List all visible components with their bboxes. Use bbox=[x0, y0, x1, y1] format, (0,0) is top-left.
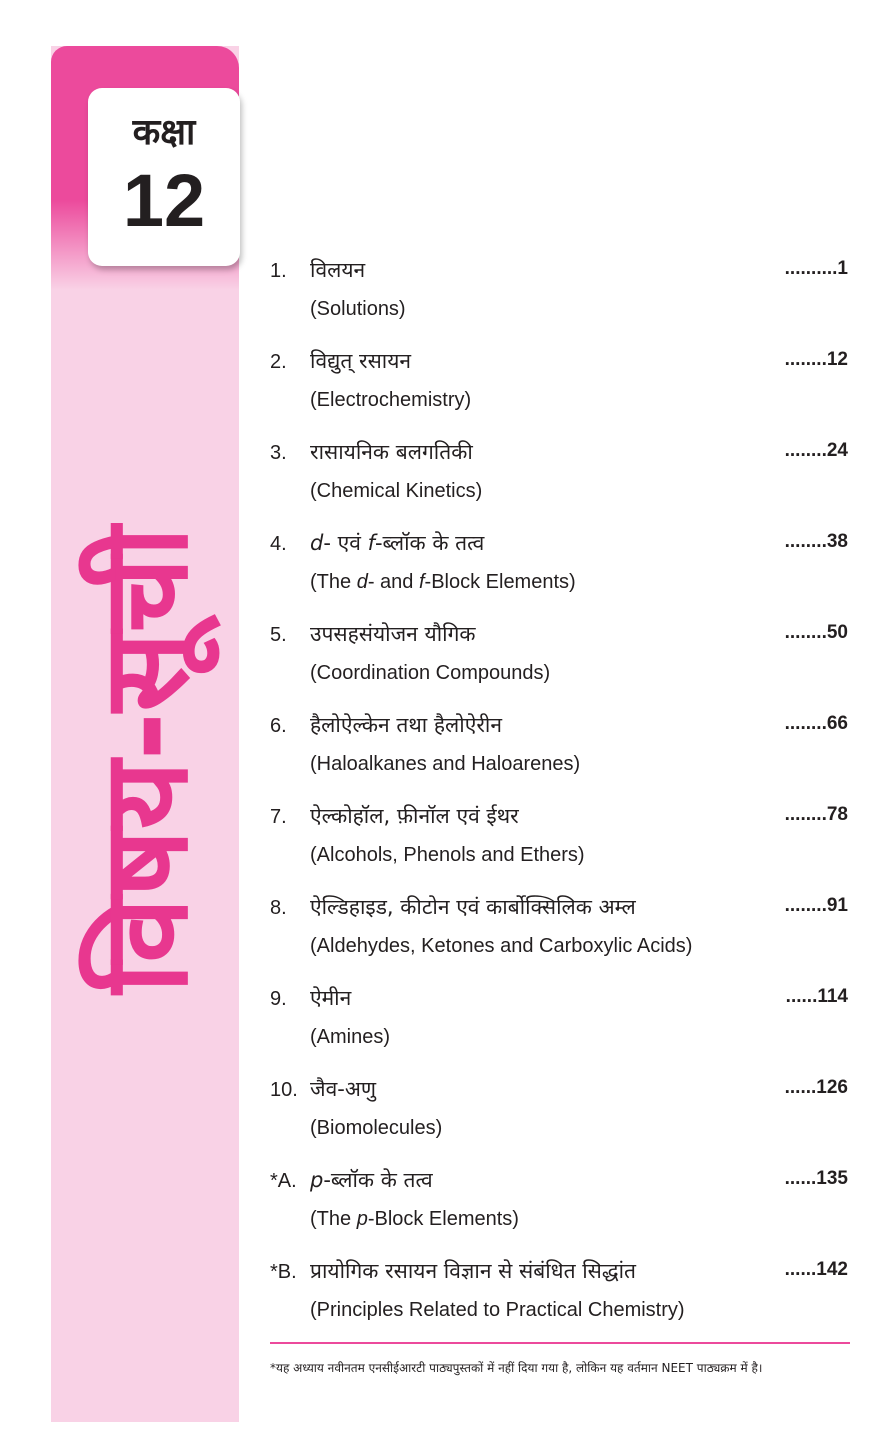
toc-title-hindi: विलयन bbox=[310, 258, 366, 282]
toc-number: 8. bbox=[270, 897, 287, 919]
toc-title-english: (Haloalkanes and Haloarenes) bbox=[310, 753, 581, 775]
toc-title-english: (Aldehydes, Ketones and Carboxylic Acids) bbox=[310, 935, 693, 957]
toc-page-number: ........91 bbox=[784, 895, 848, 916]
class-label: कक्षा bbox=[132, 112, 196, 153]
toc-page-number: ..........1 bbox=[784, 258, 848, 279]
toc-item bbox=[270, 709, 850, 800]
toc-title-hindi: ऐमीन bbox=[310, 986, 352, 1010]
toc-title-english: (Electrochemistry) bbox=[310, 389, 472, 411]
toc-page-number: ......126 bbox=[784, 1077, 848, 1098]
toc-title-english: (Chemical Kinetics) bbox=[310, 480, 483, 502]
toc-number: 2. bbox=[270, 351, 287, 373]
toc-title-hindi: रासायनिक बलगतिकी bbox=[310, 440, 473, 464]
toc-number: *A. bbox=[270, 1170, 297, 1192]
footnote: *यह अध्याय नवीनतम एनसीईआरटी पाठ्यपुस्तकों में नहीं दिया गया है, लोकिन यह वर्तमान NEET पाठ्यक्रम में है। bbox=[270, 1361, 763, 1375]
toc-title-english: (Solutions) bbox=[310, 298, 406, 320]
toc-title-english: (Alcohols, Phenols and Ethers) bbox=[310, 844, 585, 866]
toc-item bbox=[270, 618, 850, 709]
toc-page-number: ......135 bbox=[784, 1168, 848, 1189]
toc-item bbox=[270, 436, 850, 527]
toc-page-number: ........50 bbox=[784, 622, 848, 643]
toc-title-hindi: जैव-अणु bbox=[310, 1077, 377, 1101]
toc-item bbox=[270, 1255, 850, 1346]
toc-page-number: ......114 bbox=[785, 986, 848, 1007]
toc-item bbox=[270, 982, 850, 1073]
footnote-divider bbox=[270, 1342, 850, 1344]
toc-page-number: ........66 bbox=[784, 713, 848, 734]
toc-title-hindi: प्रायोगिक रसायन विज्ञान से संबंधित सिद्धांत bbox=[310, 1259, 637, 1283]
toc-title-english: (The d- and f-Block Elements) bbox=[310, 571, 576, 593]
class-number: 12 bbox=[122, 159, 206, 242]
toc-number: 9. bbox=[270, 988, 287, 1010]
toc-item bbox=[270, 1164, 850, 1255]
toc-title-hindi: p-ब्लॉक के तत्व bbox=[310, 1168, 433, 1192]
toc-title-english: (Principles Related to Practical Chemistry) bbox=[310, 1299, 685, 1321]
toc-title-hindi: d- एवं f-ब्लॉक के तत्व bbox=[310, 531, 485, 555]
toc-item bbox=[270, 254, 850, 345]
toc-title-english: (The p-Block Elements) bbox=[310, 1208, 519, 1230]
class-badge bbox=[88, 88, 240, 266]
toc-title-hindi: हैलोऐल्केन तथा हैलोऐरीन bbox=[310, 713, 502, 737]
toc-page-number: ........38 bbox=[784, 531, 848, 552]
toc-page-number: ........12 bbox=[784, 349, 848, 370]
toc-item bbox=[270, 891, 850, 982]
toc-title-english: (Amines) bbox=[310, 1026, 391, 1048]
toc-page-number: ........24 bbox=[784, 440, 848, 461]
toc-item bbox=[270, 527, 850, 618]
toc-item bbox=[270, 800, 850, 891]
toc-item bbox=[270, 345, 850, 436]
toc-page-number: ......142 bbox=[784, 1259, 848, 1280]
toc-number: 7. bbox=[270, 806, 287, 828]
table-of-contents bbox=[270, 254, 850, 1346]
toc-page-number: ........78 bbox=[784, 804, 848, 825]
toc-number: 10. bbox=[270, 1079, 298, 1101]
toc-item bbox=[270, 1073, 850, 1164]
toc-title-hindi: विद्युत् रसायन bbox=[310, 349, 412, 373]
toc-title-english: (Coordination Compounds) bbox=[310, 662, 551, 684]
toc-title-hindi: ऐल्कोहॉल, फ़ीनॉल एवं ईथर bbox=[310, 804, 519, 828]
toc-number: 4. bbox=[270, 533, 287, 555]
toc-number: 6. bbox=[270, 715, 287, 737]
page-title: विषय-सूची bbox=[76, 526, 214, 994]
toc-title-hindi: ऐल्डिहाइड, कीटोन एवं कार्बोक्सिलिक अम्ल bbox=[310, 895, 636, 919]
toc-title-hindi: उपसहसंयोजन यौगिक bbox=[310, 622, 476, 646]
toc-number: 1. bbox=[270, 260, 287, 282]
toc-title-english: (Biomolecules) bbox=[310, 1117, 443, 1139]
toc-number: 3. bbox=[270, 442, 287, 464]
toc-number: *B. bbox=[270, 1261, 297, 1283]
toc-number: 5. bbox=[270, 624, 287, 646]
